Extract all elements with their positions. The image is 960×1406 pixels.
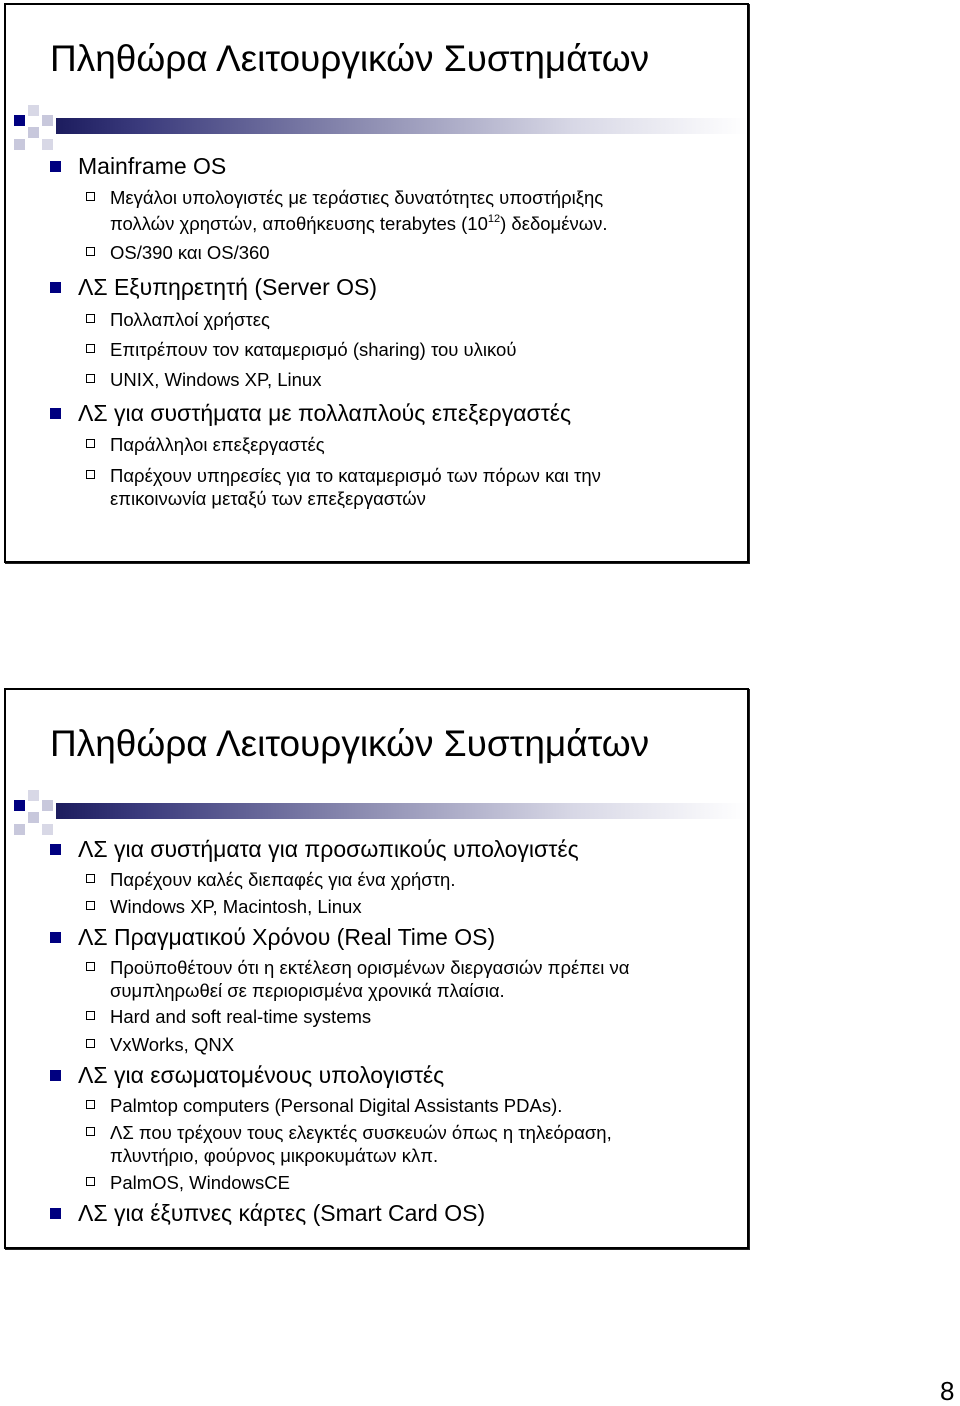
sub-bullet-text bbox=[110, 464, 601, 510]
sub-bullet-text: Παράλληλοι επεξεργαστές bbox=[110, 434, 325, 455]
deco-square bbox=[28, 127, 39, 138]
line: πολλών χρηστών, αποθήκευσης terabytes (10 bbox=[110, 213, 488, 235]
sub-bullet-text: Palmtop computers (Personal Digital Assistants PDAs). bbox=[110, 1095, 563, 1116]
line: ) δεδομένων. bbox=[500, 213, 608, 235]
sub-bullet-text bbox=[110, 186, 608, 235]
deco-square bbox=[42, 824, 53, 835]
deco-square bbox=[28, 105, 39, 116]
sub-bullet-text: UNIX, Windows XP, Linux bbox=[110, 369, 322, 390]
sub-bullet-text bbox=[110, 1121, 612, 1167]
bullet-text: ΛΣ για συστήματα για προσωπικούς υπολογιστές bbox=[78, 836, 579, 862]
deco-square bbox=[42, 800, 53, 811]
slide-2-title: Πληθώρα Λειτουργικών Συστημάτων bbox=[50, 723, 650, 764]
title-gradient-bar bbox=[56, 803, 747, 819]
slide-1 bbox=[4, 3, 749, 563]
bullet-text: Mainframe OS bbox=[78, 153, 227, 179]
bullet-text: ΛΣ για συστήματα με πολλαπλούς επεξεργαστές bbox=[78, 400, 572, 426]
slide-1-title: Πληθώρα Λειτουργικών Συστημάτων bbox=[50, 38, 650, 79]
sub-bullet-text: OS/390 και OS/360 bbox=[110, 242, 270, 263]
deco-square bbox=[42, 115, 53, 126]
sub-bullet-text: PalmOS, WindowsCE bbox=[110, 1172, 290, 1193]
deco-square bbox=[14, 824, 25, 835]
slide-2 bbox=[4, 688, 749, 1249]
deco-square bbox=[14, 800, 25, 811]
line: επικοινωνία μεταξύ των επεξεργαστών bbox=[110, 488, 426, 509]
sub-bullet-text bbox=[110, 956, 629, 1002]
deco-square bbox=[42, 139, 53, 150]
sub-bullet-text: Πολλαπλοί χρήστες bbox=[110, 309, 270, 330]
page-number: 8 bbox=[940, 1376, 955, 1406]
bullet-text: ΛΣ Πραγματικού Χρόνου (Real Time OS) bbox=[78, 924, 496, 950]
line: Παρέχουν υπηρεσίες για το καταμερισμό των πόρων και την bbox=[110, 465, 601, 486]
bullet-text: ΛΣ για έξυπνες κάρτες (Smart Card OS) bbox=[78, 1200, 486, 1226]
sub-bullet-text: Παρέχουν καλές διεπαφές για ένα χρήστη. bbox=[110, 869, 456, 890]
bullet-text: ΛΣ Εξυπηρετητή (Server OS) bbox=[78, 274, 378, 300]
line: Προϋποθέτουν ότι η εκτέλεση ορισμένων διεργασιών πρέπει να bbox=[110, 957, 630, 978]
sub-bullet-text: Windows XP, Macintosh, Linux bbox=[110, 896, 362, 917]
line: πλυντήριο, φούρνος μικροκυμάτων κλπ. bbox=[110, 1145, 439, 1166]
line: συμπληρωθεί σε περιορισμένα χρονικά πλαίσια. bbox=[110, 980, 505, 1001]
deco-square bbox=[28, 812, 39, 823]
sub-bullet-text: VxWorks, QNX bbox=[110, 1034, 235, 1055]
sub-bullet-text: Hard and soft real-time systems bbox=[110, 1006, 372, 1027]
sub-bullet-text: Επιτρέπουν τον καταμερισμό (sharing) του υλικού bbox=[110, 339, 517, 360]
deco-square bbox=[14, 139, 25, 150]
deco-square bbox=[14, 115, 25, 126]
title-gradient-bar bbox=[56, 118, 747, 134]
deco-square bbox=[28, 790, 39, 801]
line: Μεγάλοι υπολογιστές με τεράστιες δυνατότητες υποστήριξης bbox=[110, 187, 604, 208]
line: ΛΣ που τρέχουν τους ελεγκτές συσκευών όπως η τηλεόραση, bbox=[110, 1122, 612, 1143]
superscript: 12 bbox=[487, 213, 501, 225]
bullet-text: ΛΣ για εσωματομένους υπολογιστές bbox=[78, 1062, 445, 1088]
